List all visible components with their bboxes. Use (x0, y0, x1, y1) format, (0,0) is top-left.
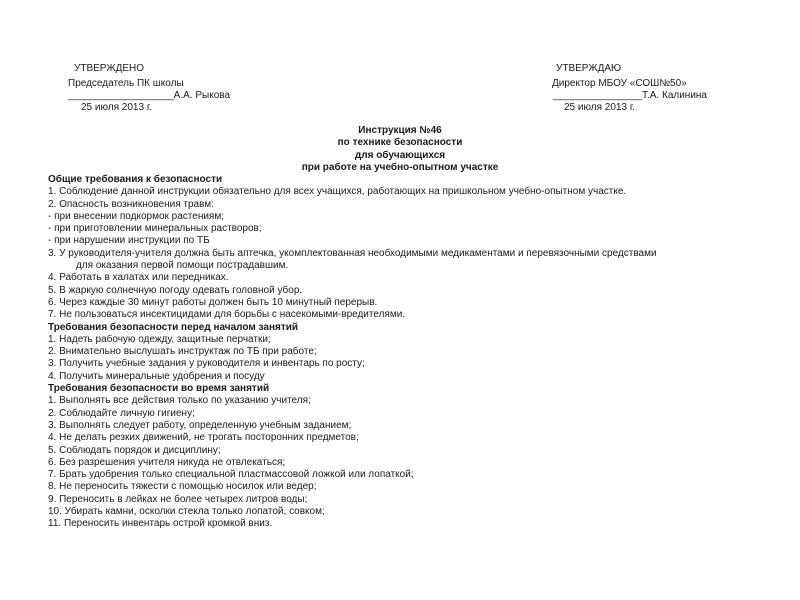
list-item: 4. Не делать резких движений, не трогать посторонних предметов; (48, 432, 359, 444)
list-item: 11. Переносить инвентарь острой кромкой вниз. (48, 518, 273, 530)
list-item: 1. Выполнять все действия только по указанию учителя; (48, 395, 311, 407)
list-item: 1. Соблюдение данной инструкции обязательно для всех учащихся, работающих на пришкольном учебно-опытном участке. (48, 186, 627, 198)
list-item: 5. Соблюдать порядок и дисциплину; (48, 444, 221, 456)
list-item: 5. В жаркую солнечную погоду одевать головной убор. (48, 284, 303, 296)
approved-role: Председатель ПК школы (68, 78, 184, 89)
approved-date: 25 июля 2013 г. (81, 102, 153, 113)
list-item: 4. Работать в халатах или передниках. (48, 272, 229, 284)
list-item: 3. У руководителя-учителя должна быть аптечка, укомплектованная необходимыми медикаментами и перевязочными средствами (48, 247, 657, 259)
list-item-continuation: для оказания первой помощи пострадавшим. (76, 260, 289, 272)
list-item: 9. Переносить в лейках не более четырех литров воды; (48, 493, 308, 505)
list-item: 8. Не переносить тяжести с помощью носилок или ведер; (48, 481, 317, 493)
approve-heading: УТВЕРЖДАЮ (556, 63, 622, 74)
approve-date: 25 июля 2013 г. (564, 102, 636, 113)
title-line: по технике безопасности (337, 137, 463, 149)
approved-heading: УТВЕРЖДЕНО (74, 63, 145, 74)
list-item: - при нарушении инструкции по ТБ (48, 235, 210, 247)
section-heading-general: Общие требования к безопасности (48, 174, 223, 185)
approve-signature: ________________Т.А. Калинина (553, 90, 707, 101)
approve-role: Директор МБОУ «СОШ№50» (552, 78, 687, 89)
section-heading-during: Требования безопасности во время занятий (48, 383, 270, 395)
list-item: 7. Не пользоваться инсектицидами для борьбы с насекомыми-вредителями. (48, 309, 406, 321)
list-item: 7. Брать удобрения только специальной пластмассовой ложкой или лопаткой; (48, 469, 414, 481)
list-item: 6. Без разрешения учителя никуда не отвлекаться; (48, 456, 286, 468)
list-item: 6. Через каждые 30 минут работы должен быть 10 минутный перерыв. (48, 296, 378, 308)
list-item: 2. Внимательно выслушать инструктаж по ТБ при работе; (48, 346, 317, 358)
list-item: 10. Убирать камни, осколки стекла только лопатой, совком; (48, 506, 325, 518)
list-item: 3. Выполнять следует работу, определенную учебным заданием; (48, 419, 352, 431)
list-item: 2. Соблюдайте личную гигиену; (48, 407, 195, 419)
title-line: для обучающихся (354, 149, 446, 161)
title-line: Инструкция №46 (358, 125, 442, 136)
approved-signature: ___________________А.А. Рыкова (68, 90, 231, 101)
list-item: 3. Получить учебные задания у руководителя и инвентарь по росту; (48, 358, 365, 370)
document-title (0, 125, 800, 174)
list-item: 2. Опасность возникновения травм: (48, 198, 214, 210)
document-body (48, 174, 748, 531)
list-item: - при внесении подкормок растениям; (48, 210, 225, 222)
title-line: при работе на учебно-опытном участке (301, 161, 499, 173)
list-item: 1. Надеть рабочую одежду, защитные перчатки; (48, 333, 271, 345)
list-item: 4. Получить минеральные удобрения и посуду (48, 370, 265, 382)
section-heading-before: Требования безопасности перед началом занятий (48, 321, 299, 333)
list-item: - при приготовлении минеральных растворов; (48, 223, 262, 235)
